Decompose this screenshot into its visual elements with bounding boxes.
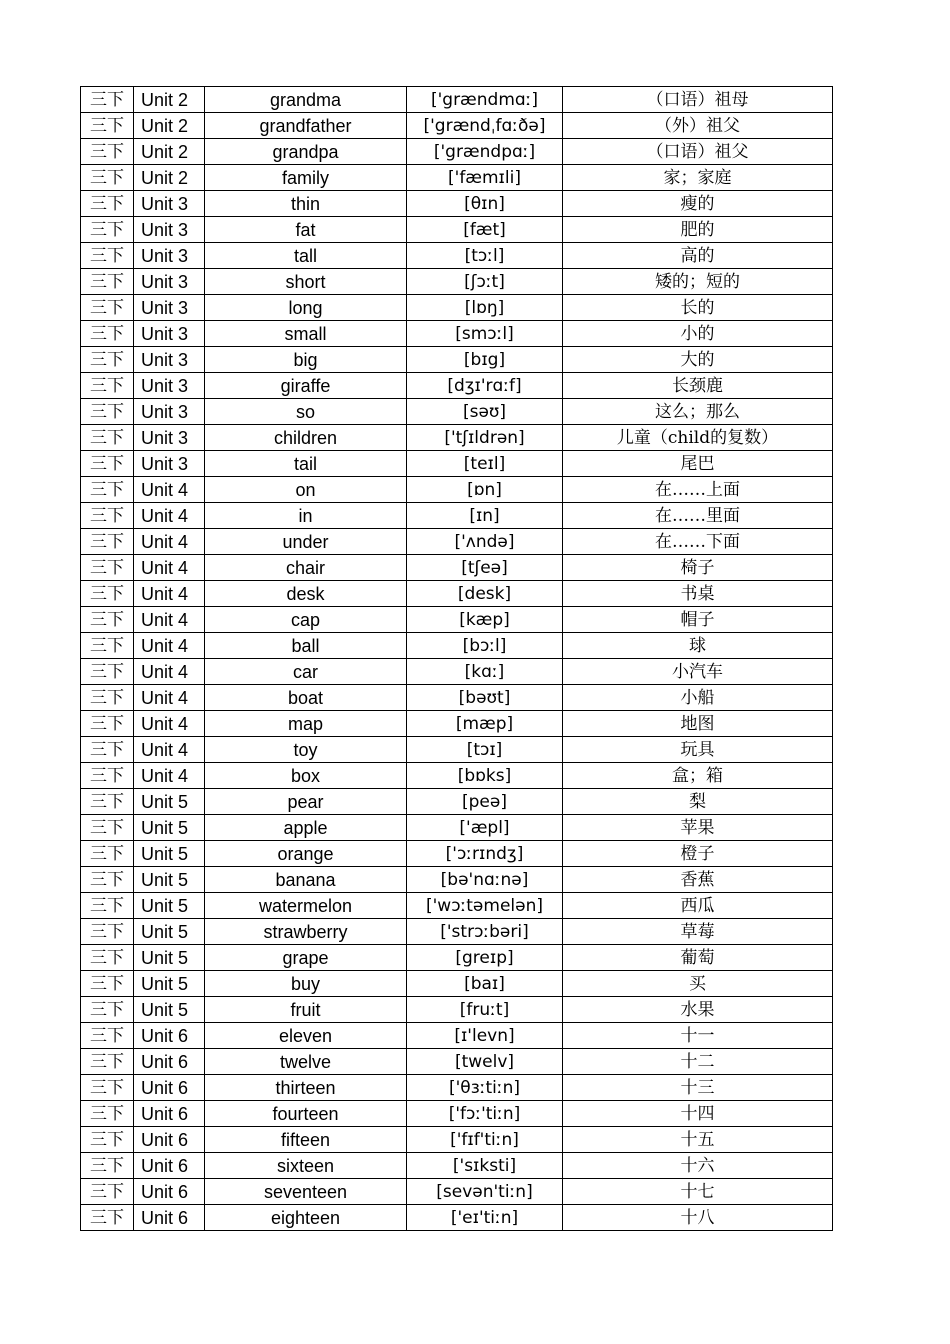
word-cell: small (205, 321, 407, 347)
phonetic-cell: ['ʌndə] (407, 529, 563, 555)
vocabulary-table (80, 86, 833, 1231)
vocabulary-table-body (81, 87, 833, 1231)
unit-cell: Unit 5 (134, 789, 205, 815)
word-cell: watermelon (205, 893, 407, 919)
word-cell: desk (205, 581, 407, 607)
word-cell: orange (205, 841, 407, 867)
phonetic-cell: [kɑː] (407, 659, 563, 685)
table-row (81, 451, 833, 477)
phonetic-cell: [greɪp] (407, 945, 563, 971)
table-row (81, 1075, 833, 1101)
table-row (81, 477, 833, 503)
table-row (81, 1153, 833, 1179)
phonetic-cell: [kæp] (407, 607, 563, 633)
grade-cell: 三下 (81, 425, 134, 451)
table-row (81, 503, 833, 529)
table-row (81, 399, 833, 425)
unit-cell: Unit 4 (134, 503, 205, 529)
word-cell: cap (205, 607, 407, 633)
table-row (81, 919, 833, 945)
grade-cell: 三下 (81, 867, 134, 893)
table-row (81, 1127, 833, 1153)
unit-cell: Unit 3 (134, 295, 205, 321)
meaning-cell: 十二 (563, 1049, 833, 1075)
word-cell: tall (205, 243, 407, 269)
grade-cell: 三下 (81, 1153, 134, 1179)
unit-cell: Unit 6 (134, 1075, 205, 1101)
meaning-cell: 在……里面 (563, 503, 833, 529)
table-row (81, 581, 833, 607)
meaning-cell: 在……上面 (563, 477, 833, 503)
meaning-cell: 高的 (563, 243, 833, 269)
grade-cell: 三下 (81, 503, 134, 529)
word-cell: twelve (205, 1049, 407, 1075)
unit-cell: Unit 4 (134, 581, 205, 607)
word-cell: fruit (205, 997, 407, 1023)
grade-cell: 三下 (81, 87, 134, 113)
word-cell: children (205, 425, 407, 451)
grade-cell: 三下 (81, 1023, 134, 1049)
unit-cell: Unit 3 (134, 451, 205, 477)
meaning-cell: （口语）祖父 (563, 139, 833, 165)
word-cell: in (205, 503, 407, 529)
table-row (81, 841, 833, 867)
word-cell: tail (205, 451, 407, 477)
meaning-cell: 十一 (563, 1023, 833, 1049)
word-cell: sixteen (205, 1153, 407, 1179)
unit-cell: Unit 2 (134, 165, 205, 191)
phonetic-cell: [twelv] (407, 1049, 563, 1075)
meaning-cell: 长颈鹿 (563, 373, 833, 399)
unit-cell: Unit 4 (134, 529, 205, 555)
grade-cell: 三下 (81, 243, 134, 269)
grade-cell: 三下 (81, 321, 134, 347)
word-cell: car (205, 659, 407, 685)
table-row (81, 555, 833, 581)
meaning-cell: 西瓜 (563, 893, 833, 919)
unit-cell: Unit 4 (134, 633, 205, 659)
phonetic-cell: [bəʊt] (407, 685, 563, 711)
word-cell: banana (205, 867, 407, 893)
grade-cell: 三下 (81, 295, 134, 321)
table-row (81, 347, 833, 373)
unit-cell: Unit 4 (134, 607, 205, 633)
word-cell: thirteen (205, 1075, 407, 1101)
grade-cell: 三下 (81, 815, 134, 841)
phonetic-cell: ['grændmɑː] (407, 87, 563, 113)
meaning-cell: 长的 (563, 295, 833, 321)
unit-cell: Unit 4 (134, 711, 205, 737)
meaning-cell: 矮的；短的 (563, 269, 833, 295)
grade-cell: 三下 (81, 191, 134, 217)
grade-cell: 三下 (81, 165, 134, 191)
word-cell: eleven (205, 1023, 407, 1049)
unit-cell: Unit 3 (134, 269, 205, 295)
phonetic-cell: [teɪl] (407, 451, 563, 477)
word-cell: on (205, 477, 407, 503)
table-row (81, 321, 833, 347)
unit-cell: Unit 3 (134, 373, 205, 399)
table-row (81, 425, 833, 451)
phonetic-cell: [lɒŋ] (407, 295, 563, 321)
table-row (81, 659, 833, 685)
word-cell: under (205, 529, 407, 555)
grade-cell: 三下 (81, 217, 134, 243)
grade-cell: 三下 (81, 529, 134, 555)
phonetic-cell: ['θɜːtiːn] (407, 1075, 563, 1101)
word-cell: box (205, 763, 407, 789)
grade-cell: 三下 (81, 347, 134, 373)
unit-cell: Unit 5 (134, 841, 205, 867)
unit-cell: Unit 4 (134, 685, 205, 711)
unit-cell: Unit 5 (134, 867, 205, 893)
meaning-cell: 大的 (563, 347, 833, 373)
grade-cell: 三下 (81, 737, 134, 763)
unit-cell: Unit 2 (134, 87, 205, 113)
table-row (81, 1049, 833, 1075)
unit-cell: Unit 6 (134, 1205, 205, 1231)
phonetic-cell: [dʒɪ'rɑːf] (407, 373, 563, 399)
meaning-cell: 家；家庭 (563, 165, 833, 191)
phonetic-cell: ['sɪksti] (407, 1153, 563, 1179)
word-cell: toy (205, 737, 407, 763)
phonetic-cell: [smɔːl] (407, 321, 563, 347)
grade-cell: 三下 (81, 633, 134, 659)
phonetic-cell: [bɪg] (407, 347, 563, 373)
phonetic-cell: [ɪn] (407, 503, 563, 529)
meaning-cell: 橙子 (563, 841, 833, 867)
table-row (81, 711, 833, 737)
meaning-cell: 小汽车 (563, 659, 833, 685)
word-cell: grandpa (205, 139, 407, 165)
grade-cell: 三下 (81, 1127, 134, 1153)
phonetic-cell: [səʊ] (407, 399, 563, 425)
meaning-cell: 水果 (563, 997, 833, 1023)
meaning-cell: 十五 (563, 1127, 833, 1153)
meaning-cell: 地图 (563, 711, 833, 737)
phonetic-cell: [peə] (407, 789, 563, 815)
meaning-cell: 买 (563, 971, 833, 997)
grade-cell: 三下 (81, 607, 134, 633)
phonetic-cell: ['ɔːrɪndʒ] (407, 841, 563, 867)
phonetic-cell: [baɪ] (407, 971, 563, 997)
grade-cell: 三下 (81, 139, 134, 165)
grade-cell: 三下 (81, 997, 134, 1023)
meaning-cell: 在……下面 (563, 529, 833, 555)
word-cell: eighteen (205, 1205, 407, 1231)
phonetic-cell: ['grændˌfɑːðə] (407, 113, 563, 139)
meaning-cell: 玩具 (563, 737, 833, 763)
table-row (81, 295, 833, 321)
word-cell: so (205, 399, 407, 425)
table-row (81, 269, 833, 295)
unit-cell: Unit 2 (134, 139, 205, 165)
table-row (81, 243, 833, 269)
table-row (81, 373, 833, 399)
table-row (81, 217, 833, 243)
phonetic-cell: [ɪ'levn] (407, 1023, 563, 1049)
meaning-cell: 十六 (563, 1153, 833, 1179)
grade-cell: 三下 (81, 789, 134, 815)
grade-cell: 三下 (81, 1205, 134, 1231)
unit-cell: Unit 3 (134, 243, 205, 269)
meaning-cell: 梨 (563, 789, 833, 815)
table-row (81, 113, 833, 139)
table-row (81, 1101, 833, 1127)
table-row (81, 87, 833, 113)
meaning-cell: （口语）祖母 (563, 87, 833, 113)
word-cell: family (205, 165, 407, 191)
unit-cell: Unit 5 (134, 815, 205, 841)
unit-cell: Unit 6 (134, 1023, 205, 1049)
grade-cell: 三下 (81, 841, 134, 867)
unit-cell: Unit 6 (134, 1101, 205, 1127)
grade-cell: 三下 (81, 269, 134, 295)
unit-cell: Unit 6 (134, 1127, 205, 1153)
phonetic-cell: [bɔːl] (407, 633, 563, 659)
table-row (81, 1205, 833, 1231)
unit-cell: Unit 5 (134, 893, 205, 919)
grade-cell: 三下 (81, 1075, 134, 1101)
grade-cell: 三下 (81, 555, 134, 581)
grade-cell: 三下 (81, 685, 134, 711)
phonetic-cell: ['grændpɑː] (407, 139, 563, 165)
meaning-cell: 草莓 (563, 919, 833, 945)
phonetic-cell: ['fɪf'tiːn] (407, 1127, 563, 1153)
phonetic-cell: [fæt] (407, 217, 563, 243)
phonetic-cell: [bɒks] (407, 763, 563, 789)
table-row (81, 971, 833, 997)
phonetic-cell: ['wɔːtəmelən] (407, 893, 563, 919)
meaning-cell: 香蕉 (563, 867, 833, 893)
grade-cell: 三下 (81, 971, 134, 997)
word-cell: boat (205, 685, 407, 711)
unit-cell: Unit 3 (134, 425, 205, 451)
meaning-cell: 儿童（child的复数） (563, 425, 833, 451)
word-cell: long (205, 295, 407, 321)
grade-cell: 三下 (81, 373, 134, 399)
word-cell: short (205, 269, 407, 295)
table-row (81, 789, 833, 815)
meaning-cell: 十四 (563, 1101, 833, 1127)
phonetic-cell: [mæp] (407, 711, 563, 737)
unit-cell: Unit 6 (134, 1049, 205, 1075)
phonetic-cell: ['æpl] (407, 815, 563, 841)
meaning-cell: 这么；那么 (563, 399, 833, 425)
grade-cell: 三下 (81, 581, 134, 607)
meaning-cell: 葡萄 (563, 945, 833, 971)
word-cell: buy (205, 971, 407, 997)
word-cell: map (205, 711, 407, 737)
unit-cell: Unit 5 (134, 997, 205, 1023)
table-row (81, 815, 833, 841)
word-cell: ball (205, 633, 407, 659)
grade-cell: 三下 (81, 477, 134, 503)
table-row (81, 1023, 833, 1049)
table-row (81, 893, 833, 919)
unit-cell: Unit 4 (134, 737, 205, 763)
phonetic-cell: [desk] (407, 581, 563, 607)
unit-cell: Unit 6 (134, 1153, 205, 1179)
meaning-cell: 小的 (563, 321, 833, 347)
grade-cell: 三下 (81, 399, 134, 425)
unit-cell: Unit 3 (134, 347, 205, 373)
meaning-cell: 苹果 (563, 815, 833, 841)
unit-cell: Unit 3 (134, 321, 205, 347)
phonetic-cell: ['tʃɪldrən] (407, 425, 563, 451)
grade-cell: 三下 (81, 1179, 134, 1205)
word-cell: giraffe (205, 373, 407, 399)
phonetic-cell: [tʃeə] (407, 555, 563, 581)
table-row (81, 191, 833, 217)
table-row (81, 633, 833, 659)
unit-cell: Unit 3 (134, 399, 205, 425)
unit-cell: Unit 2 (134, 113, 205, 139)
grade-cell: 三下 (81, 451, 134, 477)
meaning-cell: 十三 (563, 1075, 833, 1101)
phonetic-cell: ['strɔːbəri] (407, 919, 563, 945)
table-row (81, 737, 833, 763)
unit-cell: Unit 4 (134, 555, 205, 581)
table-row (81, 607, 833, 633)
phonetic-cell: [tɔːl] (407, 243, 563, 269)
phonetic-cell: [sevən'tiːn] (407, 1179, 563, 1205)
grade-cell: 三下 (81, 659, 134, 685)
word-cell: apple (205, 815, 407, 841)
phonetic-cell: [tɔɪ] (407, 737, 563, 763)
word-cell: fat (205, 217, 407, 243)
meaning-cell: 瘦的 (563, 191, 833, 217)
grade-cell: 三下 (81, 711, 134, 737)
word-cell: seventeen (205, 1179, 407, 1205)
phonetic-cell: [ɒn] (407, 477, 563, 503)
word-cell: fourteen (205, 1101, 407, 1127)
meaning-cell: 盒；箱 (563, 763, 833, 789)
table-row (81, 529, 833, 555)
table-row (81, 945, 833, 971)
unit-cell: Unit 5 (134, 945, 205, 971)
table-row (81, 139, 833, 165)
meaning-cell: 十八 (563, 1205, 833, 1231)
grade-cell: 三下 (81, 1101, 134, 1127)
meaning-cell: 肥的 (563, 217, 833, 243)
word-cell: thin (205, 191, 407, 217)
grade-cell: 三下 (81, 945, 134, 971)
meaning-cell: 小船 (563, 685, 833, 711)
word-cell: grandma (205, 87, 407, 113)
meaning-cell: 球 (563, 633, 833, 659)
meaning-cell: 书桌 (563, 581, 833, 607)
table-row (81, 685, 833, 711)
table-row (81, 165, 833, 191)
phonetic-cell: [fruːt] (407, 997, 563, 1023)
unit-cell: Unit 5 (134, 971, 205, 997)
unit-cell: Unit 4 (134, 763, 205, 789)
table-row (81, 763, 833, 789)
phonetic-cell: [ʃɔːt] (407, 269, 563, 295)
word-cell: pear (205, 789, 407, 815)
phonetic-cell: [θɪn] (407, 191, 563, 217)
phonetic-cell: [bə'nɑːnə] (407, 867, 563, 893)
word-cell: grape (205, 945, 407, 971)
unit-cell: Unit 6 (134, 1179, 205, 1205)
table-row (81, 997, 833, 1023)
unit-cell: Unit 3 (134, 217, 205, 243)
phonetic-cell: ['fɔː'tiːn] (407, 1101, 563, 1127)
phonetic-cell: ['eɪ'tiːn] (407, 1205, 563, 1231)
word-cell: fifteen (205, 1127, 407, 1153)
grade-cell: 三下 (81, 1049, 134, 1075)
unit-cell: Unit 4 (134, 659, 205, 685)
grade-cell: 三下 (81, 763, 134, 789)
word-cell: strawberry (205, 919, 407, 945)
meaning-cell: 椅子 (563, 555, 833, 581)
grade-cell: 三下 (81, 893, 134, 919)
grade-cell: 三下 (81, 919, 134, 945)
word-cell: chair (205, 555, 407, 581)
meaning-cell: 尾巴 (563, 451, 833, 477)
meaning-cell: 帽子 (563, 607, 833, 633)
table-row (81, 1179, 833, 1205)
meaning-cell: 十七 (563, 1179, 833, 1205)
phonetic-cell: ['fæmɪli] (407, 165, 563, 191)
grade-cell: 三下 (81, 113, 134, 139)
meaning-cell: （外）祖父 (563, 113, 833, 139)
word-cell: big (205, 347, 407, 373)
table-row (81, 867, 833, 893)
unit-cell: Unit 5 (134, 919, 205, 945)
word-cell: grandfather (205, 113, 407, 139)
unit-cell: Unit 4 (134, 477, 205, 503)
unit-cell: Unit 3 (134, 191, 205, 217)
